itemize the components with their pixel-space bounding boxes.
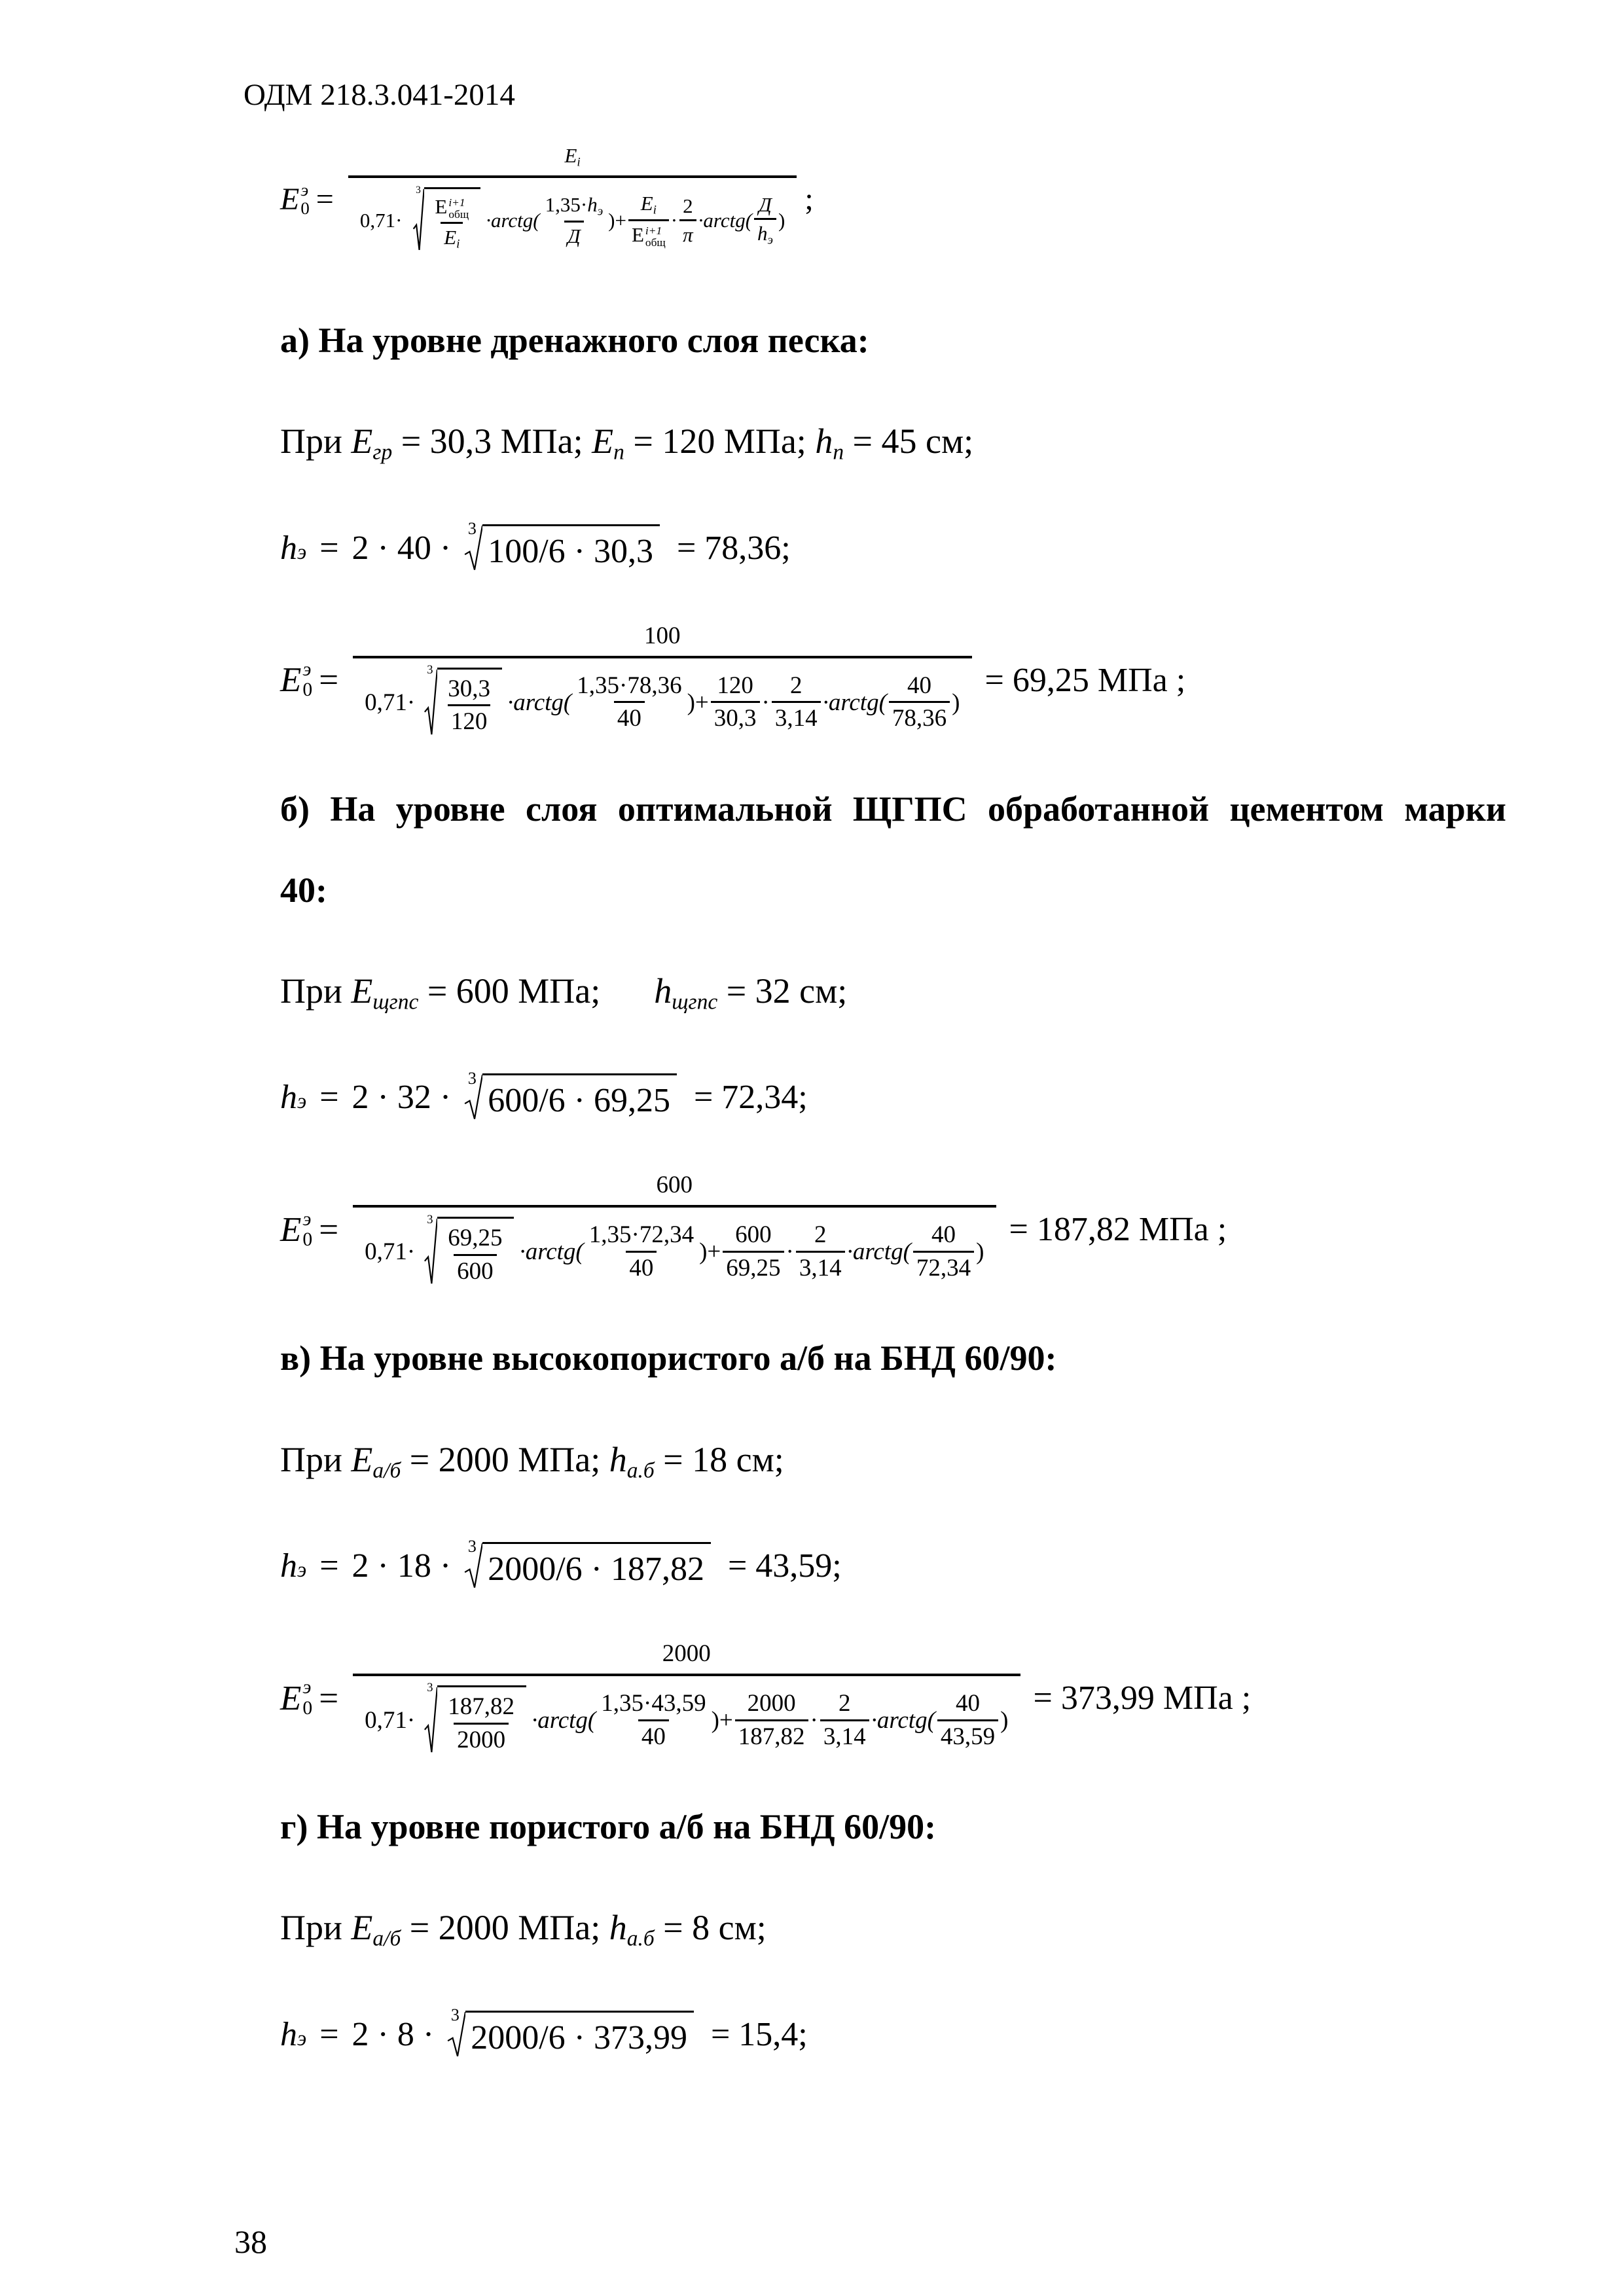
conditions-a: При Егр = 30,3 МПа; Еп = 120 МПа; hп = 45 см; (280, 422, 974, 465)
e-symbol: Е (592, 422, 614, 461)
root-index: 3 (416, 184, 421, 196)
section-heading-b: б) На уровне слоя оптимальной ЩГПС обработанной цементом марки 40: (280, 789, 1506, 910)
e-symbol: Е (351, 1439, 373, 1479)
multiplier: 2 · 32 · (352, 1079, 452, 1117)
conditions-c: При Еа/б = 2000 МПа; hа.б = 18 см; (280, 1439, 784, 1482)
radicand (437, 668, 502, 738)
e0-lhs (280, 1210, 312, 1250)
e-symbol: Е (351, 971, 373, 1011)
equals-sign: = (319, 661, 339, 700)
page-content (280, 144, 1506, 2058)
arctg1-argument: $\frac{1,35\cdot hэ}{Д}$ (545, 193, 604, 247)
h-lhs: h э (280, 2015, 307, 2053)
conditions-d: При Еа/б = 2000 МПа; hа.б = 8 см; (280, 1908, 767, 1951)
root-index: 3 (427, 1213, 433, 1227)
cube-root (467, 518, 660, 572)
arctg2-argument: $\frac{40}{78,36}$ (889, 672, 950, 733)
multiply-operator: · (670, 208, 678, 232)
equals-sign: = (319, 529, 339, 567)
h-lhs: h э (280, 529, 307, 567)
root-fraction: $\frac{187,82}{2000}$ (448, 1693, 514, 1753)
equals-sign: = (319, 1547, 339, 1585)
two-over-pi: $\frac{2}{3,14}$ (796, 1221, 845, 1282)
arctg-label: ·arctg( (486, 208, 540, 232)
coefficient: 0,71· (365, 689, 416, 716)
formula-result: = 69,25 МПа ; (984, 661, 1186, 699)
radicand (437, 1217, 514, 1287)
coefficient: 0,71· (359, 208, 403, 232)
modulus-ratio: Ei Е i+1 общ (628, 192, 669, 249)
formula-h-b (280, 1068, 1506, 1121)
cube-root (427, 1681, 526, 1755)
fraction-denominator (348, 175, 797, 255)
coefficient: 0,71· (365, 1707, 416, 1734)
formula-h-c (280, 1537, 1506, 1590)
two-over-pi: $\frac{2}{\pi}$ (679, 194, 696, 246)
equals-sign: = (316, 181, 334, 217)
radical-icon (424, 1217, 437, 1287)
equals-sign: = (319, 1079, 339, 1117)
main-fraction (353, 1171, 996, 1288)
radical-icon (447, 2011, 466, 2058)
main-fraction (353, 1640, 1020, 1757)
modulus-ratio: $\frac{600}{69,25}$ (723, 1221, 784, 1282)
root-index: 3 (450, 2005, 460, 2024)
e-symbol: E (280, 1210, 302, 1249)
root-fraction: Е i+1 общ Ei (435, 195, 469, 251)
fraction-numerator: Ei (564, 144, 581, 170)
fraction-denominator (353, 656, 971, 739)
arctg-label: ·arctg( (846, 1238, 911, 1266)
radical-icon (464, 524, 483, 572)
section-heading-d: г) На уровне пористого а/б на БНД 60/90: (280, 1807, 937, 1847)
root-index: 3 (467, 1068, 477, 1088)
e-symbol: E (280, 1679, 302, 1717)
root-index: 3 (467, 1537, 477, 1556)
fraction-denominator (353, 1674, 1020, 1757)
page-number: 38 (234, 2223, 267, 2260)
formula-result: = 15,4; (710, 2015, 808, 2053)
equals-sign: = (319, 2015, 339, 2053)
e-symbol: Е (351, 422, 373, 461)
formula-result: = 78,36; (676, 529, 791, 567)
equals-sign: = (319, 1679, 339, 1717)
e0-supsub: э 0 (302, 1208, 313, 1250)
radical-icon (424, 668, 437, 738)
equals-sign: = (319, 1210, 339, 1249)
arctg1-argument: $\frac{1,35\cdot 78,36}{40}$ (577, 672, 682, 732)
arctg-label: ·arctg( (507, 689, 572, 716)
h-symbol: h (654, 971, 672, 1011)
fraction-numerator: 600 (656, 1172, 693, 1199)
cube-root (416, 184, 480, 253)
formula-result: = 187,82 МПа ; (1009, 1211, 1227, 1249)
semicolon: ; (804, 181, 814, 217)
two-over-pi: $\frac{2}{3,14}$ (772, 672, 821, 733)
root-index: 3 (427, 1681, 433, 1695)
arctg-label: ·arctg( (698, 208, 753, 232)
formula-e0-b (280, 1171, 1506, 1288)
root-fraction: $\frac{30,3}{120}$ (448, 675, 490, 736)
main-fraction (348, 144, 797, 255)
supsub: i+1 общ (448, 196, 469, 221)
plus-operator: )+ (711, 1707, 733, 1734)
arctg-label: ·arctg( (519, 1238, 584, 1266)
e0-lhs (280, 181, 310, 217)
formula-h-a (280, 518, 1506, 572)
arctg-label: ·arctg( (822, 689, 887, 716)
e0-supsub: э 0 (302, 1677, 313, 1719)
radicand: 100/6 · 30,3 (482, 524, 660, 572)
close-paren: ) (1000, 1707, 1009, 1734)
multiplier: 2 · 40 · (352, 529, 452, 567)
cube-root (427, 663, 502, 738)
arctg-label: ·arctg( (871, 1707, 935, 1734)
arctg1-argument: $\frac{1,35\cdot 43,59}{40}$ (601, 1689, 706, 1750)
radicand (437, 1685, 526, 1755)
modulus-ratio: $\frac{2000}{187,82}$ (735, 1690, 808, 1751)
h-symbol: h (609, 1439, 627, 1479)
section-heading-c: в) На уровне высокопористого а/б на БНД 60/90: (280, 1338, 1057, 1378)
cube-root (427, 1213, 514, 1287)
arctg2-argument: $\frac{Д}{hэ}$ (754, 193, 776, 247)
multiply-operator: · (810, 1707, 818, 1734)
e-symbol: Е (351, 1908, 373, 1948)
conditions-b: При Ещгпс = 600 МПа; hщгпс = 32 см; (280, 971, 848, 1014)
e-symbol: E (280, 181, 300, 217)
cube-root (450, 2005, 694, 2058)
arctg1-argument: $\frac{1,35\cdot 72,34}{40}$ (588, 1221, 695, 1282)
e0-lhs (280, 1677, 312, 1718)
modulus-ratio: $\frac{120}{30,3}$ (711, 672, 760, 733)
root-index: 3 (427, 663, 433, 677)
radical-icon (424, 1685, 437, 1755)
h-symbol: h (815, 422, 833, 461)
e0-supsub: э 0 (302, 658, 313, 701)
multiply-operator: · (761, 689, 770, 716)
coefficient: 0,71· (365, 1238, 416, 1266)
cube-root (467, 1537, 711, 1590)
arctg-label: ·arctg( (531, 1707, 596, 1734)
e0-supsub: э 0 (300, 180, 310, 219)
radicand: 600/6 · 69,25 (482, 1073, 677, 1121)
fraction-numerator: 2000 (662, 1640, 711, 1667)
h-symbol: h (609, 1908, 627, 1948)
root-index: 3 (467, 518, 477, 538)
close-paren: ) (952, 689, 960, 716)
e-symbol: E (280, 661, 302, 700)
plus-operator: )+ (608, 208, 626, 232)
radical-icon (464, 1073, 483, 1121)
multiplier: 2 · 8 · (352, 2015, 435, 2053)
main-fraction (353, 622, 971, 739)
radicand: 2000/6 · 373,99 (465, 2011, 694, 2058)
supsub: i+1 общ (645, 224, 666, 249)
formula-result: = 72,34; (693, 1079, 808, 1117)
arctg2-argument: $\frac{40}{43,59}$ (937, 1690, 998, 1751)
multiply-operator: · (785, 1238, 794, 1266)
two-over-pi: $\frac{2}{3,14}$ (820, 1690, 869, 1751)
fraction-numerator: 100 (644, 622, 681, 649)
h-lhs: h э (280, 1547, 307, 1585)
formula-e0-a (280, 622, 1506, 739)
cube-root (467, 1068, 677, 1121)
e0-lhs (280, 660, 312, 700)
radical-icon (413, 184, 424, 253)
formula-e0-c (280, 1640, 1506, 1757)
plus-operator: )+ (687, 689, 709, 716)
h-lhs: h э (280, 1079, 307, 1117)
close-paren: ) (976, 1238, 984, 1266)
formula-h-d (280, 2005, 1506, 2058)
radicand: 2000/6 · 187,82 (482, 1542, 711, 1590)
close-paren: ) (778, 208, 785, 232)
multiplier: 2 · 18 · (352, 1547, 452, 1585)
formula-result: = 43,59; (727, 1547, 842, 1585)
section-heading-a: а) На уровне дренажного слоя песка: (280, 320, 869, 360)
radical-icon (464, 1542, 483, 1590)
radicand (424, 187, 480, 253)
plus-operator: )+ (699, 1238, 721, 1266)
root-fraction: $\frac{69,25}{600}$ (448, 1225, 503, 1285)
arctg2-argument: $\frac{40}{72,34}$ (913, 1221, 974, 1282)
doc-header: ОДМ 218.3.041-2014 (244, 78, 515, 112)
fraction-denominator (353, 1205, 996, 1288)
formula-result: = 373,99 МПа ; (1033, 1679, 1252, 1717)
formula-e0-general (280, 144, 1506, 255)
